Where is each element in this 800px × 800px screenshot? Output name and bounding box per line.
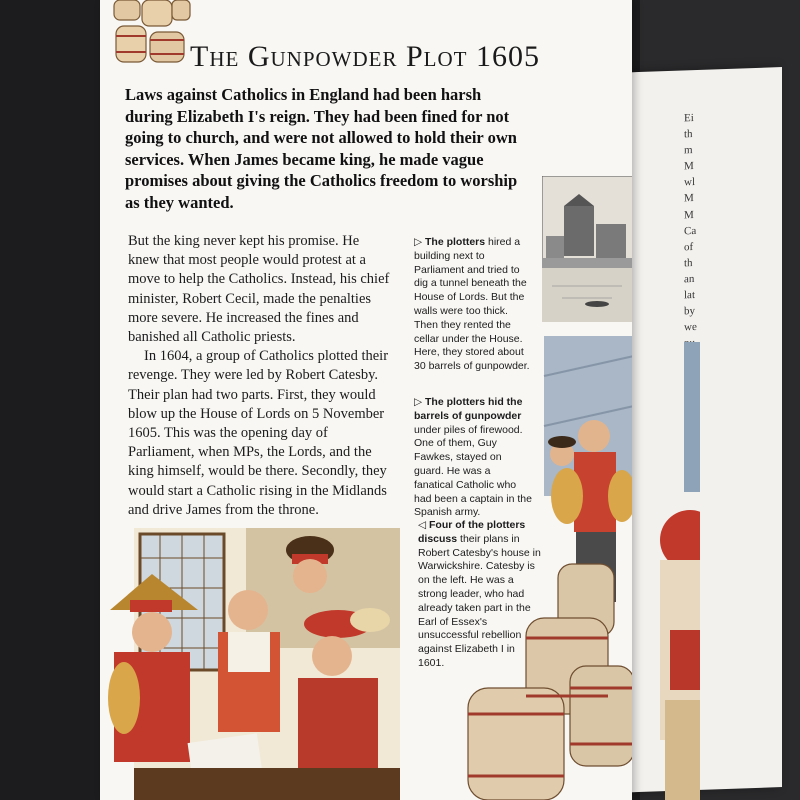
caption-text: under piles of firewood. One of them, Guy Fawkes, stayed on guard. He was a fanatical Catholic who had been a captain in the Spanish army. bbox=[414, 423, 532, 519]
caption-marker: ◁ bbox=[418, 519, 427, 531]
body-text bbox=[128, 232, 390, 520]
caption-marker: ▷ bbox=[414, 396, 423, 408]
four-plotters-illustration bbox=[100, 528, 400, 800]
caption-lead: Four of the plotters discuss bbox=[418, 519, 526, 545]
caption-text: their plans in Robert Catesby's house in Warwickshire. Catesby is on the left. He was a strong leader, who had already taken part in the Earl of Essex's unsuccessful rebellion against Elizabeth I in 1601. bbox=[418, 532, 541, 669]
right-page-illustration bbox=[640, 330, 700, 800]
caption-four-plotters bbox=[418, 519, 543, 671]
body-paragraph-1: But the king never kept his promise. He knew that most people would protest at a move to help the Catholics. Instead, his chief minister, Robert Cecil, made the penalties more severe. He increased the fines and banished all Catholic priests. bbox=[128, 233, 390, 346]
right-page-fragment: th bbox=[684, 128, 693, 141]
right-page-fragment: we bbox=[684, 321, 697, 334]
caption-marker: ▷ bbox=[414, 236, 423, 248]
intro-paragraph: Laws against Catholics in England had been harsh during Elizabeth I's reign. They had been fined for not going to church, and were not allowed to hold their own services. When James became king, he made vague promises about giving the Catholics freedom to worship as they wanted. bbox=[125, 85, 518, 212]
caption-lead: The plotters hid the barrels of gunpowder bbox=[414, 396, 523, 422]
right-page-fragment: an bbox=[684, 272, 695, 286]
right-page-fragments bbox=[684, 110, 704, 352]
right-page-fragment: M bbox=[684, 208, 694, 221]
caption-plotters-tunnel bbox=[414, 236, 532, 374]
right-page-fragment: Ca bbox=[684, 224, 697, 238]
barrels-decoration bbox=[112, 0, 192, 64]
body-paragraph-2: In 1604, a group of Catholics plotted their revenge. They were led by Robert Catesby. Their plan had two parts. First, they would blow up the House of Lords on 5 November 1605. This was the opening day of Parliament, when MPs, the Lords, and the king himself, would be there. Secondly, they would start a Catholic rising in the Midlands and drive James from the throne. bbox=[128, 348, 389, 518]
right-page-fragment: Ei bbox=[684, 112, 694, 125]
right-page-fragment: M bbox=[684, 160, 694, 173]
parliament-engraving bbox=[542, 176, 632, 322]
right-page-fragment: wl bbox=[684, 176, 695, 189]
caption-lead: The plotters bbox=[425, 236, 486, 248]
right-page-fragment: by bbox=[684, 305, 695, 318]
right-page-fragment: lat bbox=[684, 288, 695, 302]
caption-text: hired a building next to Parliament and tried to dig a tunnel beneath the House of Lords. But the walls were too thick. Then they rented the cellar under the House. Here, they stored about 30 barrels of gunpowder. bbox=[414, 236, 530, 373]
right-page-fragment: th bbox=[684, 256, 693, 270]
left-page bbox=[100, 0, 632, 800]
page-title: The Gunpowder Plot 1605 bbox=[190, 40, 540, 73]
right-page-fragment: of bbox=[684, 240, 694, 254]
right-page-fragment: M bbox=[684, 192, 694, 205]
caption-guy-fawkes bbox=[414, 396, 532, 520]
right-page-fragment: m bbox=[684, 144, 693, 157]
